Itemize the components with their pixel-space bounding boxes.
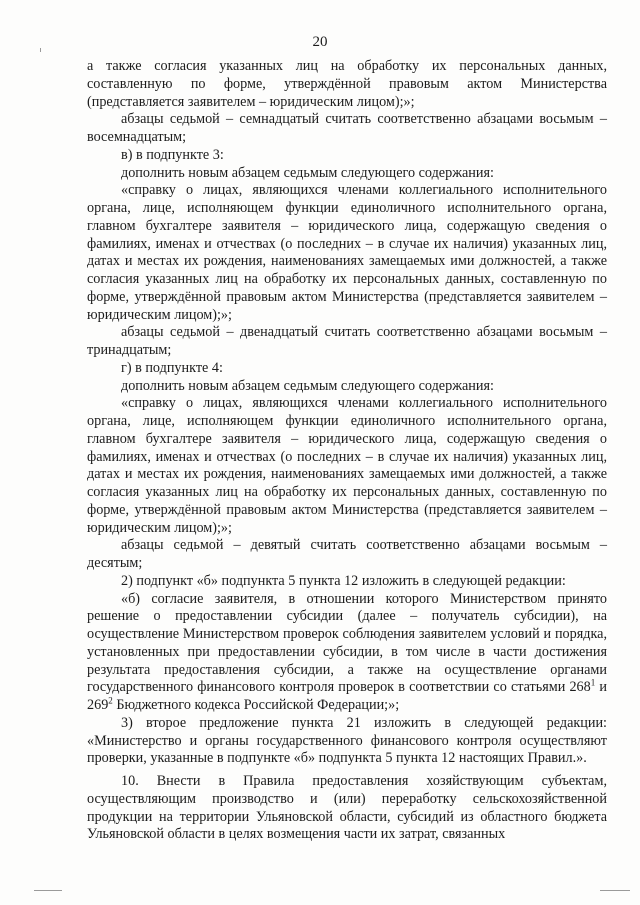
paragraph: [87, 591, 607, 715]
paragraph-text: «б) согласие заявителя, в отношении которого Министерством принято решение о предоставлении субсидии (далее – получатель субсидии), на осуществление Министерством проверок соблюдения заявителем условий и порядка, установленных при предоставлении субсидии, в том числе в части достижения результата предоставления субсидии, а также на осуществление органами государственного финансового контроля проверок в соответствии со статьями 268: [87, 590, 607, 696]
paragraph-text: и 269: [87, 679, 607, 713]
paragraph: дополнить новым абзацем седьмым следующего содержания:: [121, 164, 494, 181]
paragraph: абзацы седьмой – девятый считать соответственно абзацами восьмым – десятым;: [87, 537, 607, 571]
document-body: [87, 58, 607, 844]
paragraph: «справку о лицах, являющихся членами коллегиального исполнительного органа, лице, исполняющем функции единоличного исполнительного органа, главном бухгалтере заявителя – юридического лица, содержащую сведения о фамилиях, именах и отчествах (о последних – в случае их наличия) указанных лиц, датах и местах их рождения, наименованиях замещаемых ими должностей, а также согласия указанных лиц на обработку их персональных данных, составленную по форме, утверждённой правовым актом Министерства (представляется заявителем – юридическим лицом);»;: [87, 395, 607, 536]
scan-artifact: [40, 48, 41, 52]
scan-artifact: [34, 890, 62, 891]
superscript: 1: [590, 677, 596, 688]
paragraph: г) в подпункте 4:: [121, 359, 223, 376]
paragraph: абзацы седьмой – двенадцатый считать соответственно абзацами восьмым – тринадцатым;: [87, 324, 607, 358]
paragraph: абзацы седьмой – семнадцатый считать соответственно абзацами восьмым – восемнадцатым;: [87, 111, 607, 145]
paragraph-text: Бюджетного кодекса Российской Федерации;»;: [112, 697, 400, 713]
superscript: 2: [108, 695, 113, 706]
paragraph: в) в подпункте 3:: [121, 146, 224, 163]
scan-artifact: [600, 890, 630, 891]
paragraph: 3) второе предложение пункта 21 изложить в следующей редакции: «Министерство и органы государственного финансового контроля осуществляют проверки, указанные в подпункте «б» подпункта 5 пункта 12 настоящих Правил.».: [87, 714, 607, 767]
paragraph: «справку о лицах, являющихся членами коллегиального исполнительного органа, лице, исполняющем функции единоличного исполнительного органа, главном бухгалтере заявителя – юридического лица, содержащую сведения о фамилиях, именах и отчествах (о последних – в случае их наличия) указанных лиц, датах и местах их рождения, наименованиях замещаемых ими должностей, а также согласия указанных лиц на обработку их персональных данных, составленную по форме, утверждённой правовым актом Министерства (представляется заявителем – юридическим лицом);»;: [87, 182, 607, 323]
paragraph: а также согласия указанных лиц на обработку их персональных данных, составленную по форме, утверждённой правовым актом Министерства (представляется заявителем – юридическим лицом);»;: [87, 58, 607, 110]
paragraph: дополнить новым абзацем седьмым следующего содержания:: [121, 377, 494, 394]
paragraph: 10. Внести в Правила предоставления хозяйствующим субъектам, осуществляющим производство и (или) переработку сельскохозяйственной продукции на территории Ульяновской области, субсидий из областного бюджета Ульяновской области в целях возмещения части их затрат, связанных: [87, 773, 607, 843]
paragraph: 2) подпункт «б» подпункта 5 пункта 12 изложить в следующей редакции:: [121, 572, 566, 589]
page-number: 20: [312, 34, 328, 50]
